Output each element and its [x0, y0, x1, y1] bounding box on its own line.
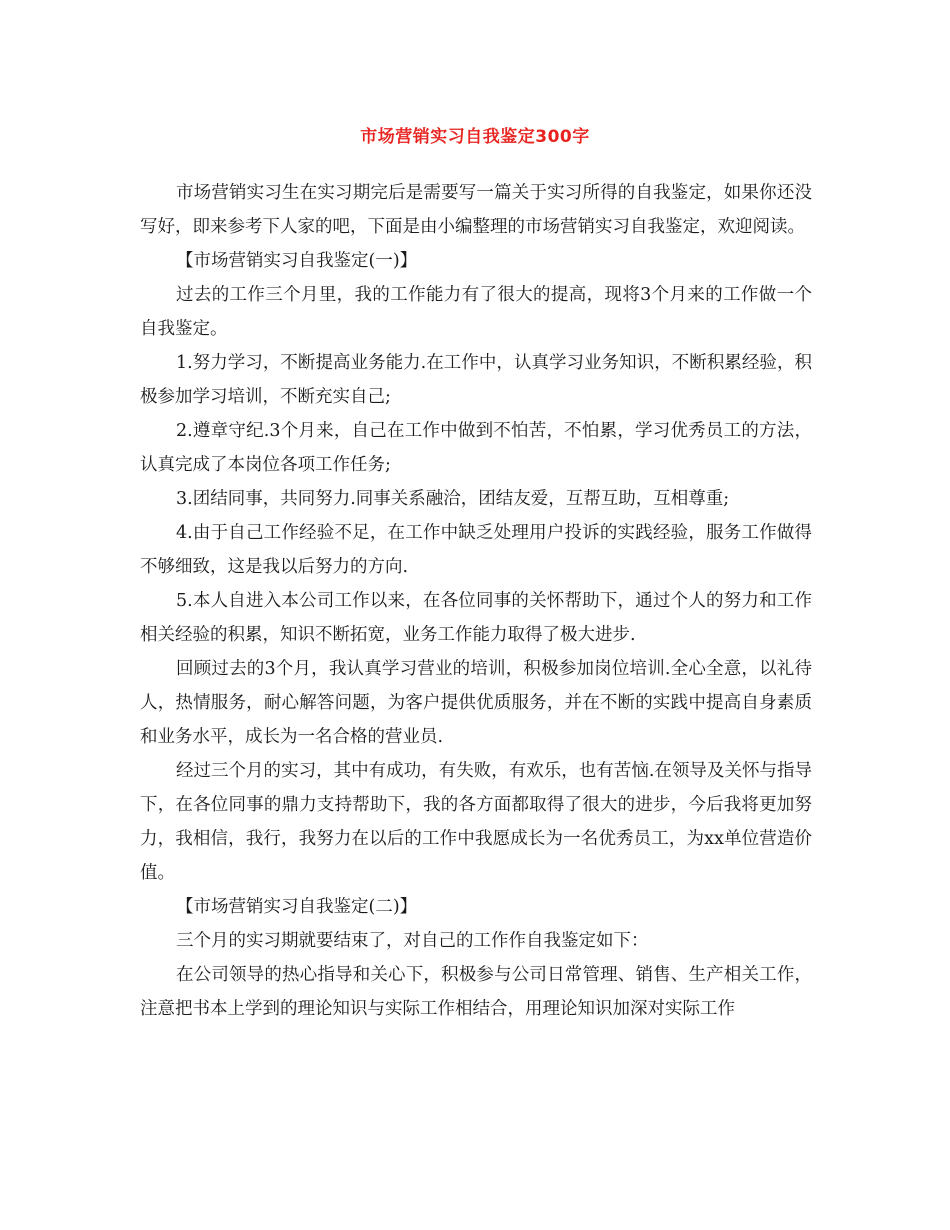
paragraph: 三个月的实习期就要结束了，对自己的工作作自我鉴定如下：: [176, 931, 649, 951]
list-item-3: 3.团结同事，共同努力.同事关系融洽，团结友爱，互帮互助，互相尊重;: [176, 489, 730, 509]
paragraph: 回顾过去的3个月，我认真学习营业的培训，积极参加岗位培训.全心全意，以礼待人，热情服务，耐心解答问题，为客户提供优质服务，并在不断的实践中提高自身素质和业务水平，成长为一名合格的营业员.: [140, 659, 812, 747]
list-item-4: 4.由于自己工作经验不足，在工作中缺乏处理用户投诉的实践经验，服务工作做得不够细致，这是我以后努力的方向.: [140, 523, 812, 577]
paragraph: 在公司领导的热心指导和关心下，积极参与公司日常管理、销售、生产相关工作，注意把书本上学到的理论知识与实际工作相结合，用理论知识加深对实际工作: [140, 965, 812, 1019]
list-item-5: 5.本人自进入本公司工作以来，在各位同事的关怀帮助下，通过个人的努力和工作相关经验的积累，知识不断拓宽，业务工作能力取得了极大进步.: [140, 591, 812, 645]
paragraph: 经过三个月的实习，其中有成功，有失败，有欢乐，也有苦恼.在领导及关怀与指导下，在各位同事的鼎力支持帮助下，我的各方面都取得了很大的进步，今后我将更加努力，我相信，我行，我努力在以后的工作中我愿成长为一名优秀员工，为xx单位营造价值。: [140, 761, 812, 883]
paragraph: 过去的工作三个月里，我的工作能力有了很大的提高，现将3个月来的工作做一个自我鉴定。: [140, 285, 812, 339]
section-heading-2: 【市场营销实习自我鉴定(二)】: [176, 897, 418, 917]
section-heading-1: 【市场营销实习自我鉴定(一)】: [176, 251, 418, 271]
list-item-1: 1.努力学习，不断提高业务能力.在工作中，认真学习业务知识，不断积累经验，积极参加学习培训，不断充实自己;: [140, 353, 812, 407]
document-title: 市场营销实习自我鉴定300字: [360, 127, 590, 147]
document-body: [140, 176, 812, 1026]
list-item-2: 2.遵章守纪.3个月来，自己在工作中做到不怕苦，不怕累，学习优秀员工的方法，认真完成了本岗位各项工作任务;: [140, 421, 812, 475]
intro-paragraph: 市场营销实习生在实习期完后是需要写一篇关于实习所得的自我鉴定，如果你还没写好，即来参考下人家的吧，下面是由小编整理的市场营销实习自我鉴定，欢迎阅读。: [140, 183, 812, 237]
